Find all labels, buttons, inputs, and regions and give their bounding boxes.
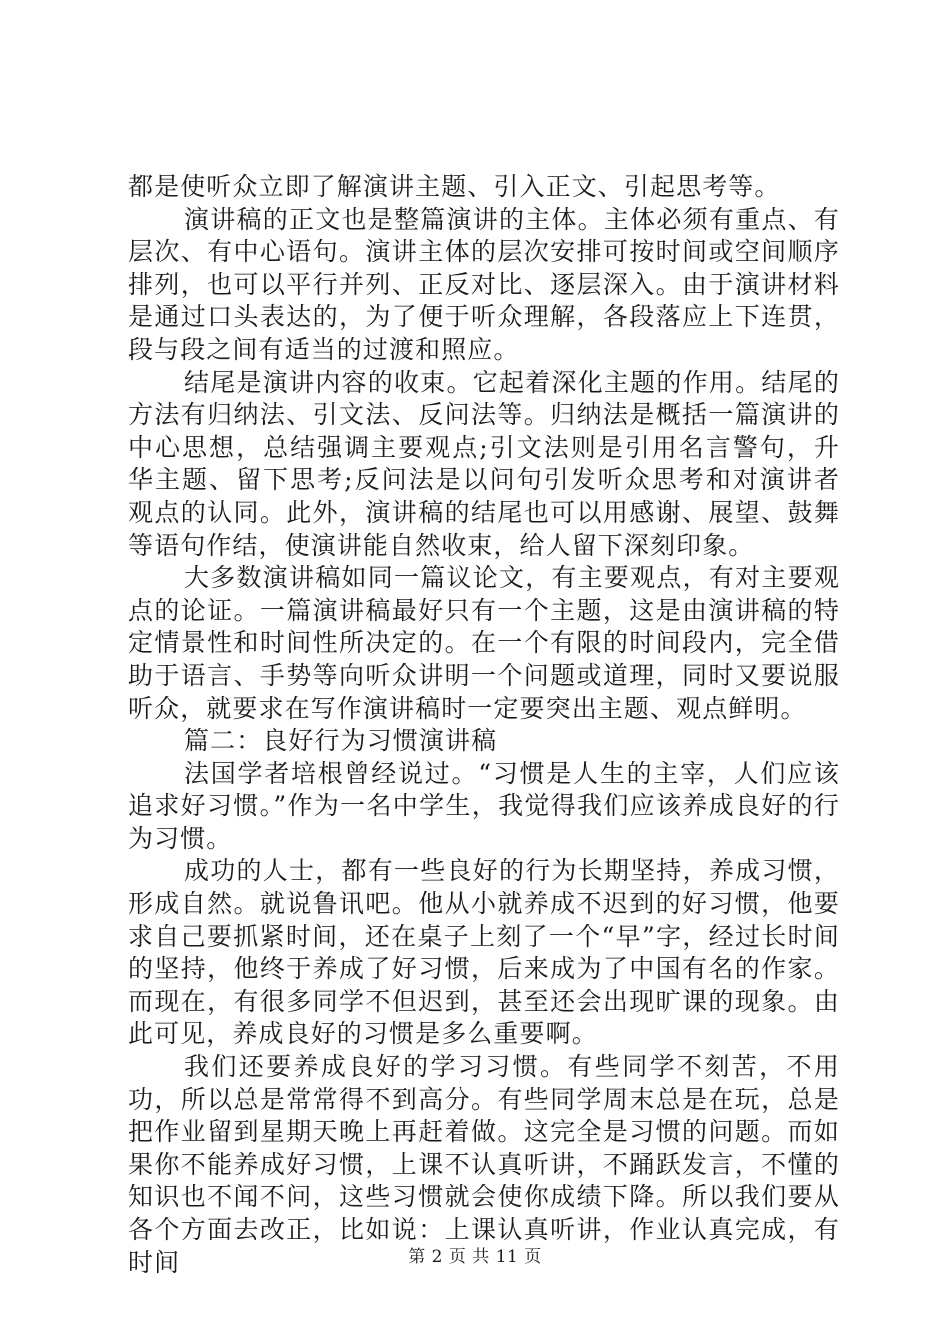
paragraph-3: 结尾是演讲内容的收束。它起着深化主题的作用。结尾的方法有归纳法、引文法、反问法等。归纳法是概括一篇演讲的中心思想，总结强调主要观点;引文法则是引用名言警句，升华主题、留下思考;反问法是以问句引发听众思考和对演讲者观点的认同。此外，演讲稿的结尾也可以用感谢、展望、鼓舞等语句作结，使演讲能自然收束，给人留下深刻印象。 <box>128 367 840 560</box>
document-body <box>128 171 840 1279</box>
paragraph-5: 法国学者培根曾经说过。“习惯是人生的主宰，人们应该追求好习惯。”作为一名中学生，我觉得我们应该养成良好的行为习惯。 <box>128 758 840 853</box>
paragraph-6: 成功的人士，都有一些良好的行为长期坚持，养成习惯，形成自然。就说鲁讯吧。他从小就养成不迟到的好习惯，他要求自己要抓紧时间，还在桌子上刻了一个“早”字，经过长时间的坚持，他终于养成了好习惯，后来成为了中国有名的作家。而现在，有很多同学不但迟到，甚至还会出现旷课的现象。由此可见，养成良好的习惯是多么重要啊。 <box>128 856 840 1049</box>
paragraph-4: 大多数演讲稿如同一篇议论文，有主要观点，有对主要观点的论证。一篇演讲稿最好只有一个主题，这是由演讲稿的特定情景性和时间性所决定的。在一个有限的时间段内，完全借助于语言、手势等向听众讲明一个问题或道理，同时又要说服听众，就要求在写作演讲稿时一定要突出主题、观点鲜明。 <box>128 563 840 723</box>
paragraph-7: 我们还要养成良好的学习习惯。有些同学不刻苦，不用功，所以总是常常得不到高分。有些同学周末总是在玩，总是把作业留到星期天晚上再赶着做。这完全是习惯的问题。而如果你不能养成好习惯，上课不认真听讲，不踊跃发言，不懂的知识也不闻不问，这些习惯就会使你成绩下降。所以我们要从各个方面去改正，比如说：上课认真听讲，作业认真完成，有时间 <box>128 1052 840 1277</box>
section-heading: 篇二：良好行为习惯演讲稿 <box>184 726 498 756</box>
paragraph-2: 演讲稿的正文也是整篇演讲的主体。主体必须有重点、有层次、有中心语句。演讲主体的层次安排可按时间或空间顺序排列，也可以平行并列、正反对比、逐层深入。由于演讲材料是通过口头表达的，为了便于听众理解，各段落应上下连贯，段与段之间有适当的过渡和照应。 <box>128 204 840 364</box>
paragraph-1: 都是使听众立即了解演讲主题、引入正文、引起思考等。 <box>128 172 781 201</box>
page-number-footer: 第 2 页 共 11 页 <box>408 1247 542 1267</box>
